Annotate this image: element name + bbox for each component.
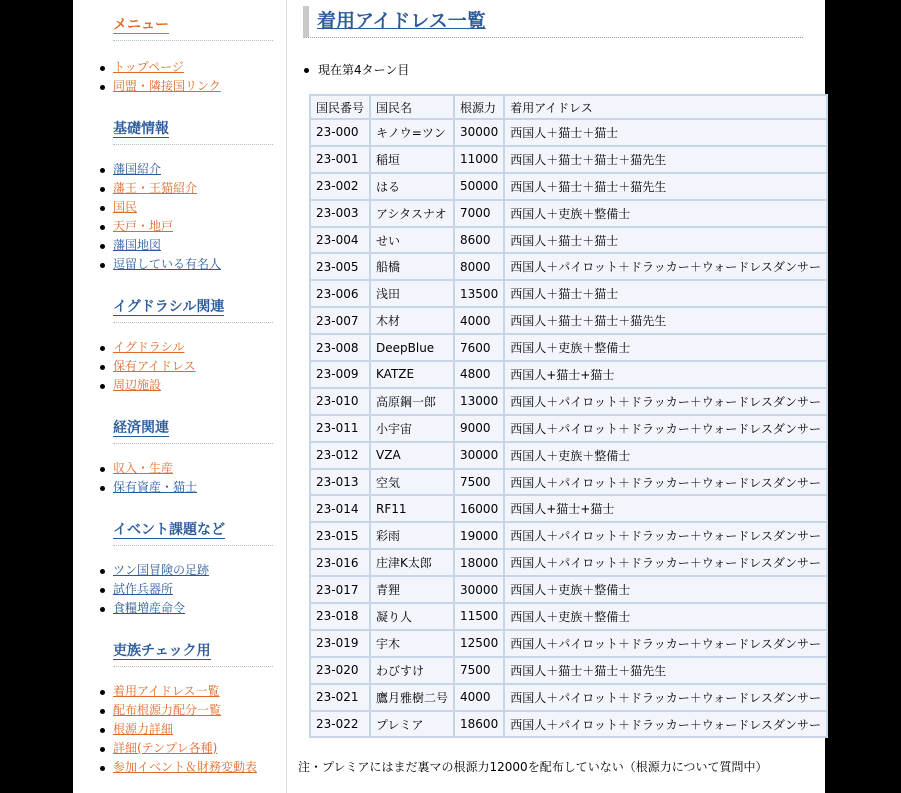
sidebar-item-events-finance[interactable]: 参加イベント＆財務変動表 (97, 758, 257, 777)
citizen-number-cell: 23-022 (311, 712, 369, 737)
power-cell: 7500 (455, 658, 503, 683)
basic-info-list (97, 160, 221, 274)
power-cell: 4800 (455, 362, 503, 387)
sidebar-item-templates[interactable]: 詳細(テンプレ各種) (97, 739, 257, 758)
sidebar-item-facilities[interactable]: 周辺施設 (97, 376, 196, 395)
table-row (311, 254, 826, 279)
citizen-name-cell: 船橋 (371, 254, 453, 279)
idress-cell: 西国人＋パイロット＋ドラッカー＋ウォードレスダンサー (505, 254, 826, 279)
citizen-name-cell: 庄津K太郎 (371, 550, 453, 575)
table-header-row (311, 96, 826, 118)
header-power: 根源力 (455, 96, 503, 118)
table-row (311, 147, 826, 172)
citizen-name-cell: DeepBlue (371, 335, 453, 360)
table-row (311, 550, 826, 575)
citizen-number-cell: 23-003 (311, 201, 369, 226)
citizen-name-cell: 彩雨 (371, 523, 453, 548)
sidebar-item-income[interactable]: 収入・生産 (97, 459, 197, 478)
header-idress: 着用アイドレス (505, 96, 826, 118)
idress-cell: 西国人＋パイロット＋ドラッカー＋ウォードレスダンサー (505, 631, 826, 656)
sidebar-menu (73, 0, 287, 793)
citizen-number-cell: 23-014 (311, 496, 369, 521)
idress-cell: 西国人＋パイロット＋ドラッカー＋ウォードレスダンサー (505, 685, 826, 710)
page-title (303, 6, 803, 38)
citizen-number-cell: 23-000 (311, 120, 369, 145)
citizen-name-cell: 浅田 (371, 281, 453, 306)
power-cell: 19000 (455, 523, 503, 548)
power-cell: 4000 (455, 308, 503, 333)
power-cell: 16000 (455, 496, 503, 521)
power-cell: 12500 (455, 631, 503, 656)
citizen-number-cell: 23-010 (311, 389, 369, 414)
power-cell: 13000 (455, 389, 503, 414)
power-cell: 30000 (455, 443, 503, 468)
power-cell: 11000 (455, 147, 503, 172)
citizen-number-cell: 23-021 (311, 685, 369, 710)
citizen-name-cell: 高原鋼一郎 (371, 389, 453, 414)
citizen-number-cell: 23-020 (311, 658, 369, 683)
officials-heading: 吏族チェック用 (113, 640, 273, 667)
idress-cell: 西国人＋猫士＋猫士 (505, 281, 826, 306)
table-row (311, 631, 826, 656)
citizen-name-cell: はる (371, 174, 453, 199)
power-cell: 11500 (455, 604, 503, 629)
citizen-number-cell: 23-013 (311, 470, 369, 495)
citizen-number-cell: 23-015 (311, 523, 369, 548)
idress-cell: 西国人＋猫士＋猫士 (505, 228, 826, 253)
citizen-name-cell: プレミア (371, 712, 453, 737)
sidebar-item-prototype-weapons[interactable]: 試作兵器所 (97, 580, 209, 599)
idress-cell: 西国人＋猫士＋猫士＋猫先生 (505, 174, 826, 199)
economy-heading: 経済関連 (113, 417, 273, 444)
table-row (311, 201, 826, 226)
idress-cell: 西国人＋パイロット＋ドラッカー＋ウォードレスダンサー (505, 523, 826, 548)
sidebar-item-king-intro[interactable]: 藩王・王猫紹介 (97, 179, 221, 198)
citizen-name-cell: 空気 (371, 470, 453, 495)
table-row (311, 496, 826, 521)
sidebar-item-country-intro[interactable]: 藩国紹介 (97, 160, 221, 179)
power-cell: 30000 (455, 577, 503, 602)
header-citizen-name: 国民名 (371, 96, 453, 118)
idress-cell: 西国人＋吏族＋整備士 (505, 201, 826, 226)
power-cell: 4000 (455, 685, 503, 710)
idress-cell: 西国人＋パイロット＋ドラッカー＋ウォードレスダンサー (505, 389, 826, 414)
officials-list (97, 682, 257, 777)
citizen-name-cell: 宇木 (371, 631, 453, 656)
table-row (311, 308, 826, 333)
idress-cell: 西国人+猫士+猫士 (505, 362, 826, 387)
economy-list (97, 459, 197, 497)
idress-cell: 西国人＋猫士＋猫士＋猫先生 (505, 658, 826, 683)
table-row (311, 712, 826, 737)
idress-cell: 西国人＋猫士＋猫士＋猫先生 (505, 147, 826, 172)
citizen-number-cell: 23-012 (311, 443, 369, 468)
turn-status: 現在第4ターン目 (302, 62, 409, 78)
citizen-name-cell: わびすけ (371, 658, 453, 683)
citizen-number-cell: 23-005 (311, 254, 369, 279)
sidebar-item-food-production[interactable]: 食糧増産命令 (97, 599, 209, 618)
citizen-number-cell: 23-006 (311, 281, 369, 306)
citizen-number-cell: 23-017 (311, 577, 369, 602)
yggdrasil-heading: イグドラシル関連 (113, 296, 273, 323)
power-cell: 7500 (455, 470, 503, 495)
power-cell: 50000 (455, 174, 503, 199)
sidebar-item-top-page[interactable]: トップページ (97, 58, 221, 77)
menu-heading: メニュー (113, 14, 273, 41)
power-cell: 8600 (455, 228, 503, 253)
citizen-number-cell: 23-009 (311, 362, 369, 387)
power-cell: 18600 (455, 712, 503, 737)
citizen-number-cell: 23-004 (311, 228, 369, 253)
menu-list (97, 58, 221, 96)
citizen-number-cell: 23-019 (311, 631, 369, 656)
citizen-number-cell: 23-018 (311, 604, 369, 629)
idress-cell: 西国人＋猫士＋猫士＋猫先生 (505, 308, 826, 333)
citizen-name-cell: アシタスナオ (371, 201, 453, 226)
events-list (97, 561, 209, 618)
citizen-number-cell: 23-001 (311, 147, 369, 172)
table-row (311, 362, 826, 387)
power-cell: 8000 (455, 254, 503, 279)
power-cell: 30000 (455, 120, 503, 145)
table-row (311, 120, 826, 145)
page-title-text: 着用アイドレス一覧 (317, 10, 486, 32)
sidebar-item-citizens[interactable]: 国民 (97, 198, 221, 217)
idress-cell: 西国人＋パイロット＋ドラッカー＋ウォードレスダンサー (505, 550, 826, 575)
table-row (311, 228, 826, 253)
sidebar-item-assets[interactable]: 保有資産・猫士 (97, 478, 197, 497)
table-row (311, 577, 826, 602)
sidebar-item-famous-visitors[interactable]: 逗留している有名人 (97, 255, 221, 274)
citizen-name-cell: 小宇宙 (371, 416, 453, 441)
citizen-name-cell: 青狸 (371, 577, 453, 602)
citizen-name-cell: 稲垣 (371, 147, 453, 172)
table-row (311, 174, 826, 199)
events-heading: イベント課題など (113, 519, 273, 546)
idress-cell: 西国人＋パイロット＋ドラッカー＋ウォードレスダンサー (505, 416, 826, 441)
citizen-name-cell: 凝り人 (371, 604, 453, 629)
sidebar-item-country-map[interactable]: 藩国地図 (97, 236, 221, 255)
citizen-name-cell: 木材 (371, 308, 453, 333)
power-cell: 13500 (455, 281, 503, 306)
sidebar-item-power-details[interactable]: 根源力詳細 (97, 720, 257, 739)
table-row (311, 604, 826, 629)
power-cell: 9000 (455, 416, 503, 441)
sidebar-item-power-distribution[interactable]: 配布根源力配分一覧 (97, 701, 257, 720)
table-row (311, 685, 826, 710)
sidebar-item-worn-idress-list[interactable]: 着用アイドレス一覧 (97, 682, 257, 701)
table-row (311, 335, 826, 360)
idress-cell: 西国人＋吏族＋整備士 (505, 443, 826, 468)
idress-cell: 西国人+猫士+猫士 (505, 496, 826, 521)
sidebar-item-owned-idress[interactable]: 保有アイドレス (97, 357, 196, 376)
header-citizen-number: 国民番号 (311, 96, 369, 118)
sidebar-item-tendo[interactable]: 天戸・地戸 (97, 217, 221, 236)
citizen-name-cell: 鷹月雅樹二号 (371, 685, 453, 710)
footnote: 注・プレミアにはまだ裏マの根源力12000を配布していない（根源力について質問中） (298, 760, 768, 774)
citizen-name-cell: KATZE (371, 362, 453, 387)
citizen-number-cell: 23-007 (311, 308, 369, 333)
idress-cell: 西国人＋猫士＋猫士 (505, 120, 826, 145)
idress-table (309, 94, 828, 738)
idress-cell: 西国人＋パイロット＋ドラッカー＋ウォードレスダンサー (505, 712, 826, 737)
citizen-number-cell: 23-011 (311, 416, 369, 441)
table-row (311, 470, 826, 495)
power-cell: 7000 (455, 201, 503, 226)
sidebar-item-yggdrasil[interactable]: イグドラシル (97, 338, 196, 357)
citizen-number-cell: 23-016 (311, 550, 369, 575)
citizen-number-cell: 23-002 (311, 174, 369, 199)
power-cell: 7600 (455, 335, 503, 360)
table-row (311, 443, 826, 468)
table-row (311, 658, 826, 683)
citizen-name-cell: RF11 (371, 496, 453, 521)
power-cell: 18000 (455, 550, 503, 575)
table-row (311, 281, 826, 306)
citizen-name-cell: VZA (371, 443, 453, 468)
table-row (311, 389, 826, 414)
table-row (311, 523, 826, 548)
citizen-number-cell: 23-008 (311, 335, 369, 360)
yggdrasil-list (97, 338, 196, 395)
page (73, 0, 825, 793)
idress-cell: 西国人＋吏族＋整備士 (505, 335, 826, 360)
basic-info-heading: 基礎情報 (113, 118, 273, 145)
idress-cell: 西国人＋パイロット＋ドラッカー＋ウォードレスダンサー (505, 470, 826, 495)
citizen-name-cell: キノウ=ツン (371, 120, 453, 145)
sidebar-item-adventure-log[interactable]: ツン国冒険の足跡 (97, 561, 209, 580)
idress-cell: 西国人＋吏族＋整備士 (505, 577, 826, 602)
table-row (311, 416, 826, 441)
citizen-name-cell: せい (371, 228, 453, 253)
idress-cell: 西国人＋吏族＋整備士 (505, 604, 826, 629)
sidebar-item-alliance-links[interactable]: 同盟・隣接国リンク (97, 77, 221, 96)
